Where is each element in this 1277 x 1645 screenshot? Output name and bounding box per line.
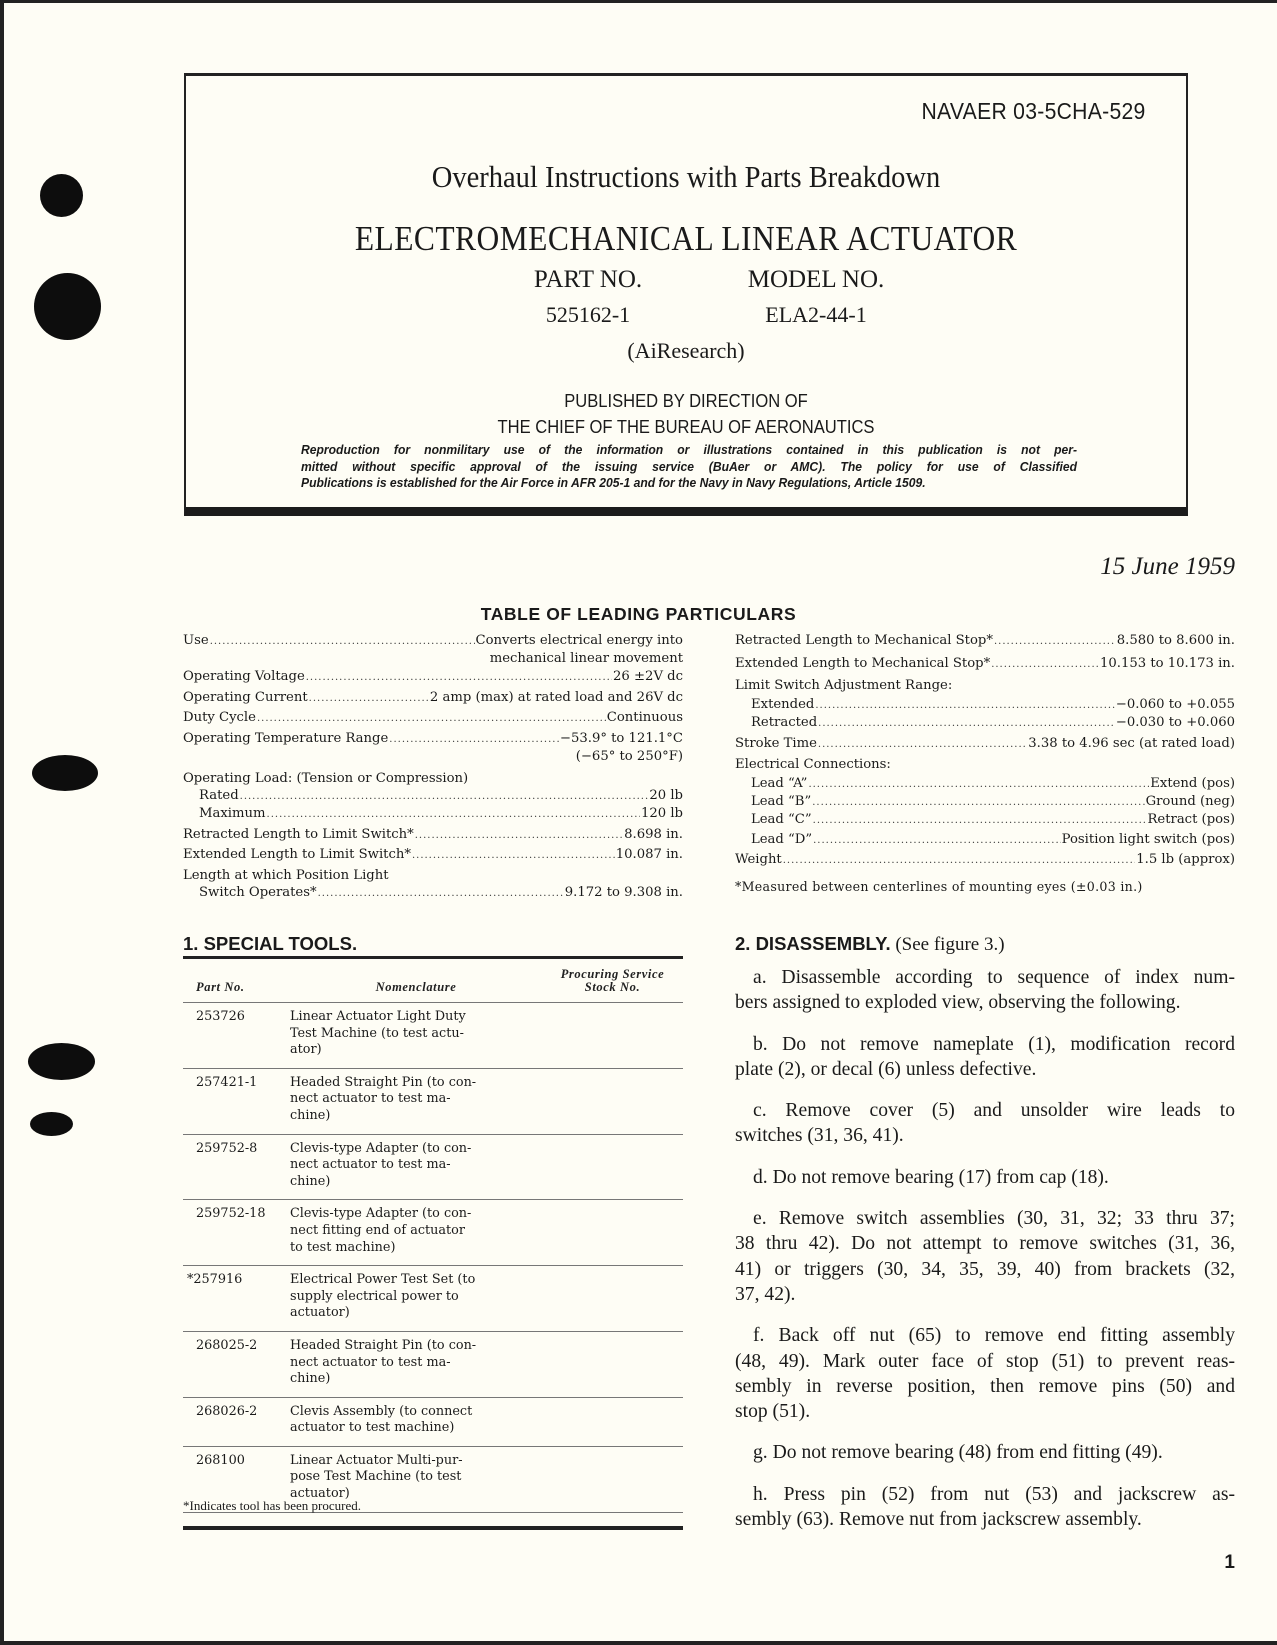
table-row: [183, 1200, 683, 1266]
particular-lead-d: Lead “D” ..... Position light switch (pos): [735, 832, 1235, 853]
special-tools-heading: 1. SPECIAL TOOLS.: [183, 933, 358, 954]
tool-nomenclature: Clevis Assembly (to connect actuator to test machine): [290, 1403, 473, 1436]
particular-position-light: Switch Operates* ..... 9.172 to 9.308 in.: [183, 885, 683, 903]
particular-adjustment-extended: Extended ..... −0.060 to +0.055: [735, 697, 1235, 715]
tool-nomenclature: Electrical Power Test Set (to supply electrical power to actuator): [290, 1272, 476, 1321]
model-number-value: ELA2-44-1: [765, 302, 867, 327]
particular-weight: Weight ..... 1.5 lb (approx): [735, 852, 1235, 873]
particular-current: Operating Current ..... 2 amp (max) at rated load and 26V dc: [183, 690, 683, 711]
particular-extended-stop: Extended Length to Mechanical Stop* ..... 10.153 to 10.173 in.: [735, 656, 1235, 677]
tool-part-no: 257421-1: [196, 1074, 258, 1090]
document-number: NAVAER 03-5CHA-529: [921, 98, 1146, 124]
step-g: g. Do not remove bearing (48) from end fitting (49).: [753, 1442, 1163, 1464]
tool-stock-no: [542, 1266, 683, 1332]
column-stock-no: Procuring Service Stock No.: [560, 967, 665, 994]
tool-part-no: 268025-2: [196, 1337, 258, 1353]
particular-lead-c: Lead “C” ..... Retract (pos): [735, 812, 1235, 830]
tool-nomenclature: Clevis-type Adapter (to con- nect actuator to test ma- chine): [290, 1140, 472, 1189]
particular-extended-limit: Extended Length to Limit Switch* ..... 10.087 in.: [183, 847, 683, 868]
tool-part-no: 259752-18: [196, 1206, 266, 1222]
particular-adjustment-heading: Limit Switch Adjustment Range:: [735, 678, 953, 693]
tool-part-no: 268026-2: [196, 1403, 258, 1419]
leading-particulars-right: [735, 633, 1235, 894]
tool-stock-no: [542, 1068, 683, 1134]
table-row: [183, 1003, 683, 1069]
table-row: [183, 1397, 683, 1446]
table-row: [183, 1331, 683, 1397]
published-by: [226, 388, 1146, 440]
binder-hole-5: [30, 1112, 73, 1136]
page-edge-top: [0, 0, 1277, 3]
particular-position-light-heading: Length at which Position Light: [183, 867, 389, 883]
published-line-2: THE CHIEF OF THE BUREAU OF AERONAUTICS: [497, 417, 875, 437]
part-number-value: 525162-1: [545, 302, 631, 327]
page-edge-bottom: [0, 1641, 1277, 1645]
tool-stock-no: [542, 1397, 683, 1446]
particular-voltage: Operating Voltage ..... 26 ±2V dc: [183, 669, 683, 690]
tool-nomenclature: Clevis-type Adapter (to con- nect fitting end of actuator to test machine): [290, 1206, 472, 1255]
notice-line: mitted without specific approval of the issuing service (BuAer or AMC). The policy for use of Classified: [301, 459, 1077, 474]
step-b: b. Do not remove nameplate (1), modification record plate (2), or decal (6) unless defective.: [735, 1033, 1235, 1080]
table-row: [183, 1134, 683, 1200]
particular-adjustment-retracted: Retracted ..... −0.030 to +0.060: [735, 715, 1235, 733]
particular-load-max: Maximum ..... 120 lb: [183, 806, 683, 824]
step-a: a. Disassemble according to sequence of index num- bers assigned to exploded view, observing the following.: [735, 967, 1235, 1014]
publication-date: 15 June 1959: [1100, 553, 1235, 580]
tool-stock-no: [542, 1331, 683, 1397]
binder-hole-4: [28, 1043, 95, 1080]
notice-line: Publications is established for the Air Force in AFR 205-1 and for the Navy in Navy Regulations, Article 1509.: [301, 476, 926, 490]
particular-retracted-limit: Retracted Length to Limit Switch* ..... 8.698 in.: [183, 827, 683, 848]
tool-part-no: 259752-8: [196, 1140, 258, 1156]
particular-lead-b: Lead “B” ..... Ground (neg): [735, 794, 1235, 812]
tool-nomenclature: Linear Actuator Multi-pur- pose Test Machine (to test actuator): [290, 1452, 463, 1502]
tool-nomenclature: Linear Actuator Light Duty Test Machine (to test actu- ator): [290, 1009, 466, 1058]
column-part-no: Part No.: [196, 980, 245, 994]
particular-temperature-cont: (−65° to 250°F): [575, 748, 683, 764]
binder-hole-3: [32, 755, 98, 791]
disassembly-heading: 2. DISASSEMBLY. (See figure 3.): [735, 933, 1005, 955]
leading-particulars-title: TABLE OF LEADING PARTICULARS: [480, 604, 797, 624]
part-number-label: PART NO.: [533, 266, 643, 293]
particular-retracted-stop: Retracted Length to Mechanical Stop* ..... 8.580 to 8.600 in.: [735, 633, 1235, 654]
document-title: ELECTROMECHANICAL LINEAR ACTUATOR: [354, 219, 1018, 258]
tool-nomenclature: Headed Straight Pin (to con- nect actuator to test ma- chine): [290, 1337, 477, 1387]
tool-nomenclature: Headed Straight Pin (to con- nect actuator to test ma- chine): [290, 1074, 477, 1123]
particular-electrical-heading: Electrical Connections:: [735, 756, 891, 772]
model-number-block: [706, 266, 926, 328]
particular-use-cont: mechanical linear movement: [489, 651, 683, 666]
step-e: e. Remove switch assemblies (30, 31, 32; 33 thru 37; 38 thru 42). Do not attempt to remove switches (31, 36, 41) or triggers (30, 34, 35, 39, 40) from brackets (32, 37, 42).: [735, 1208, 1235, 1305]
particular-duty-cycle: Duty Cycle ..... Continuous: [183, 710, 683, 731]
particular-lead-a: Lead “A” ..... Extend (pos): [735, 776, 1235, 794]
step-f: f. Back off nut (65) to remove end fitting assembly (48, 49). Mark outer face of stop (51) to prevent reas- sembly in reverse position, then remove pins (50) and stop (51).: [735, 1325, 1235, 1423]
model-number-label: MODEL NO.: [747, 266, 885, 293]
particular-use: Use ..... Converts electrical energy into: [183, 633, 683, 651]
tool-stock-no: [542, 1003, 683, 1069]
particular-stroke-time: Stroke Time ..... 3.38 to 4.96 sec (at rated load): [735, 736, 1235, 757]
document-subtitle: Overhaul Instructions with Parts Breakdown: [431, 159, 941, 194]
binder-hole-2: [34, 273, 101, 340]
reproduction-notice: [301, 442, 1077, 492]
special-tools-table: [183, 958, 683, 1513]
tool-part-no: *257916: [187, 1272, 243, 1288]
table-row: [183, 1266, 683, 1332]
leading-particulars-left: [183, 633, 683, 903]
disassembly-steps: [735, 965, 1235, 1545]
step-h: h. Press pin (52) from nut (53) and jackscrew as- sembly (63). Remove nut from jackscrew assembly.: [735, 1483, 1235, 1531]
page-edge-left: [0, 0, 4, 1645]
cover-title-box: [184, 73, 1188, 516]
published-line-1: PUBLISHED BY DIRECTION OF: [564, 391, 808, 411]
manufacturer: (AiResearch): [627, 338, 745, 363]
tools-procured-note: *Indicates tool has been procured.: [183, 1498, 361, 1513]
table-row: [183, 1068, 683, 1134]
figure-reference: (See figure 3.): [890, 934, 1005, 955]
tool-part-no: 253726: [196, 1009, 245, 1024]
particular-temperature: Operating Temperature Range ..... −53.9° to 121.1°C: [183, 731, 683, 749]
step-c: c. Remove cover (5) and unsolder wire leads to switches (31, 36, 41).: [735, 1100, 1235, 1147]
tool-stock-no: [542, 1134, 683, 1200]
part-number-block: [478, 266, 698, 328]
page-number: 1: [1224, 1552, 1235, 1573]
binder-hole-1: [40, 174, 83, 217]
particular-load-rated: Rated ..... 20 lb: [183, 788, 683, 806]
tool-stock-no: [542, 1446, 683, 1512]
particular-load-heading: Operating Load: (Tension or Compression): [183, 770, 469, 786]
measurement-footnote: *Measured between centerlines of mounting eyes (±0.03 in.): [735, 878, 1143, 894]
table-header-row: [183, 958, 683, 1003]
tool-part-no: 268100: [196, 1452, 245, 1468]
part-model-numbers: [186, 266, 1186, 326]
special-tools-bottom-rule: [183, 1526, 683, 1530]
step-d: d. Do not remove bearing (17) from cap (18).: [753, 1166, 1109, 1188]
tool-stock-no: [542, 1200, 683, 1266]
column-nomenclature: Nomenclature: [375, 980, 457, 994]
notice-line: Reproduction for nonmilitary use of the information or illustrations contained in this publication is not per-: [301, 443, 1077, 457]
